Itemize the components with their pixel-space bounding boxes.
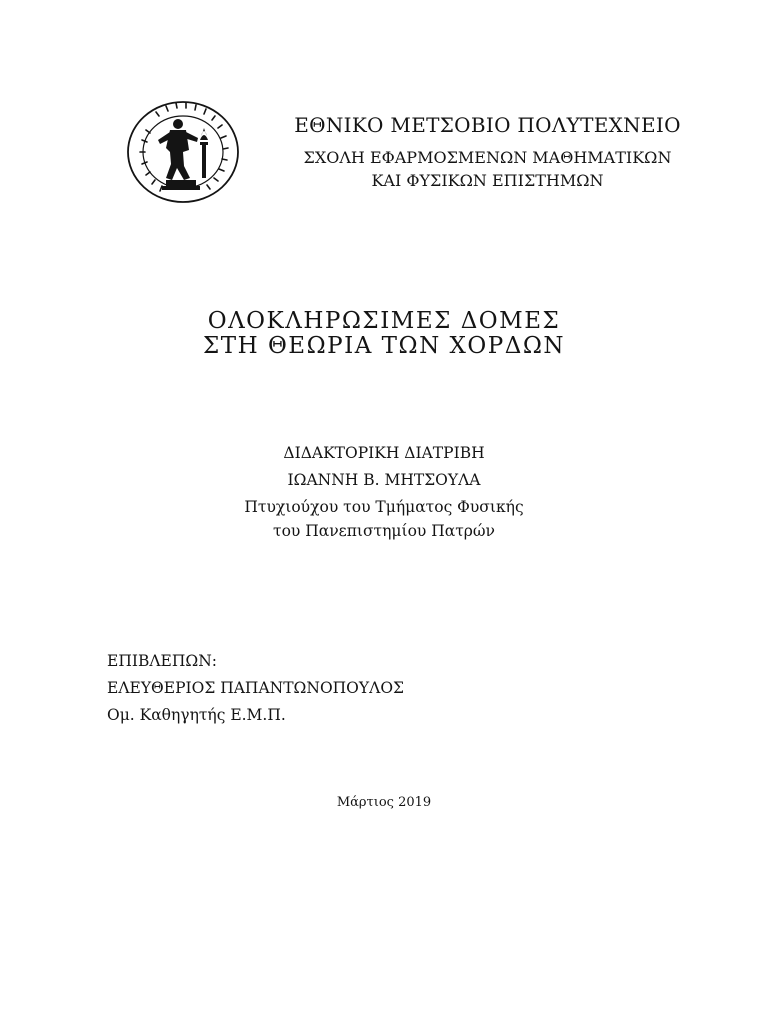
degree-type: ΔΙΔΑΚΤΟΡΙΚΗ ΔΙΑΤΡΙΒΗ	[283, 444, 485, 462]
supervisor-name: ΕΛΕΥΘΕΡΙΟΣ ΠΑΠΑΝΤΩΝΟΠΟΥΛΟΣ	[107, 679, 404, 697]
author-name: ΙΩΑΝΝΗ Β. ΜΗΤΣΟΥΛΑ	[287, 471, 481, 489]
school-name-line1: ΣΧΟΛΗ ΕΦΑΡΜΟΣΜΕΝΩΝ ΜΑΘΗΜΑΤΙΚΩΝ	[303, 148, 672, 167]
institution-name: ΕΘΝΙΚΟ ΜΕΤΣΟΒΙΟ ΠΟΛΥΤΕΧΝΕΙΟ	[294, 113, 681, 137]
author-credentials-line1: Πτυχιούχου του Τμήματος Φυσικής	[244, 498, 524, 516]
supervisor-label: ΕΠΙΒΛΕΠΩΝ:	[107, 652, 218, 670]
supervisor-title: Ομ. Καθηγητής Ε.Μ.Π.	[107, 706, 286, 724]
thesis-title-line1: ΟΛΟΚΛΗΡΩΣΙΜΕΣ ΔΟΜΕΣ	[207, 308, 561, 334]
school-name-line2: ΚΑΙ ΦΥΣΙΚΩΝ ΕΠΙΣΤΗΜΩΝ	[371, 171, 604, 190]
thesis-title-line2: ΣΤΗ ΘΕΩΡΙΑ ΤΩΝ ΧΟΡΔΩΝ	[202, 333, 566, 359]
author-credentials-line2: του Πανεπιστημίου Πατρών	[273, 522, 495, 540]
university-seal-icon	[126, 100, 240, 204]
submission-date: Μάρτιος 2019	[336, 795, 432, 810]
